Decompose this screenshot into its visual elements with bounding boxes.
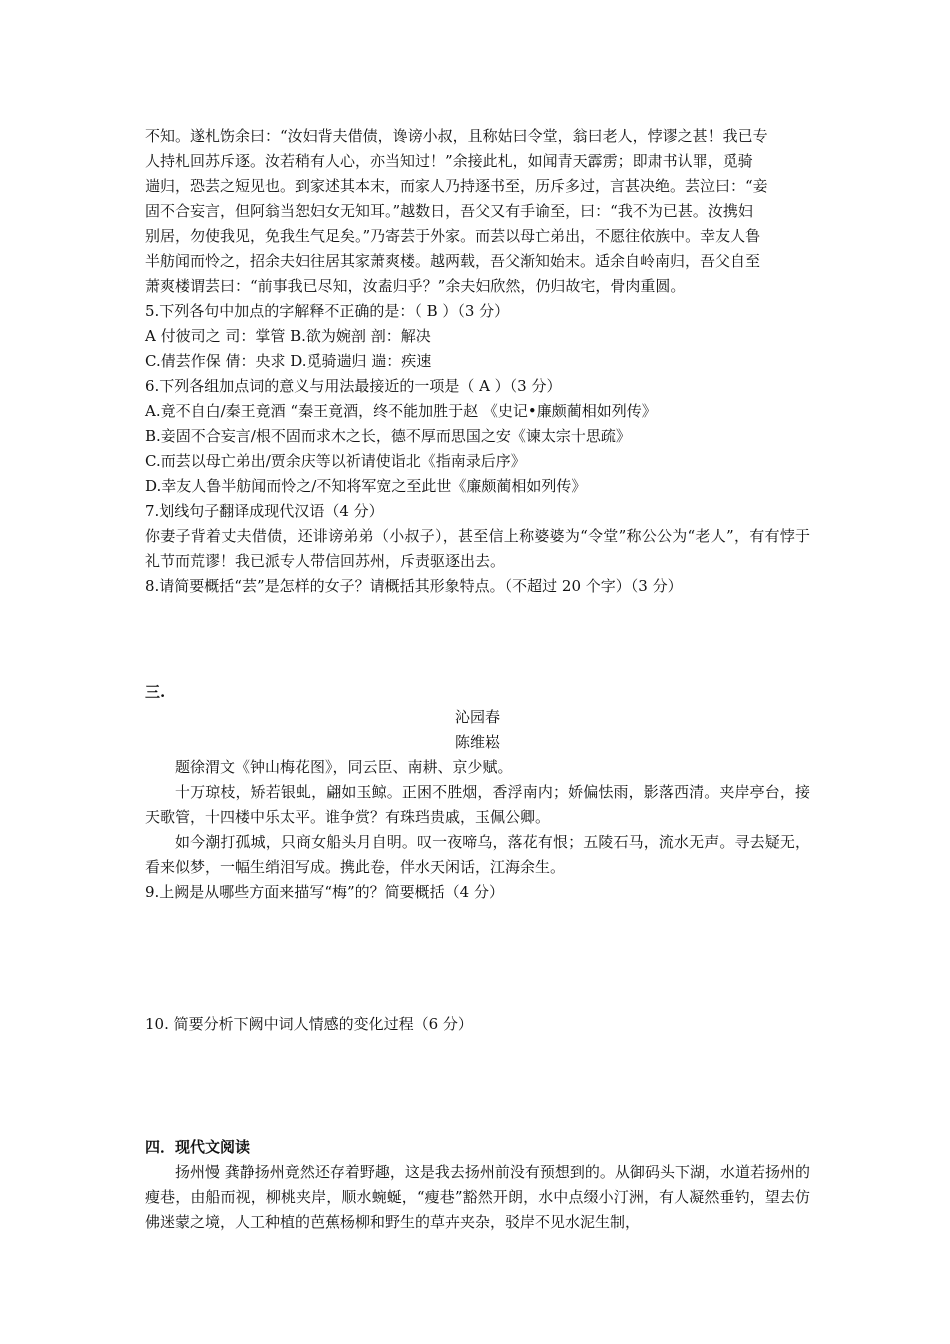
question-5 — [145, 299, 810, 374]
question-9: 9.上阙是从哪些方面来描写“梅”的？简要概括（4 分） — [145, 883, 504, 901]
passage-line: 半舫闻而怜之，招余夫妇往居其家萧爽楼。越两载，吾父渐知始末。适余自岭南归，吾父自至 — [145, 252, 761, 270]
answer-space — [145, 1037, 810, 1135]
question-stem: 8.请简要概括“芸”是怎样的女子？请概括其形象特点。（不超过 20 个字）（3 分） — [145, 577, 683, 595]
document-page — [145, 124, 810, 1235]
section-three — [145, 680, 810, 1135]
answer-space — [145, 599, 810, 680]
question-answer: 你妻子背着丈夫借债，还诽谤弟弟（小叔子），甚至信上称婆婆为“令堂”称公公为“老人”，有有悖于礼节而荒谬！我已派专人带信回苏州，斥责驱逐出去。 — [145, 527, 810, 570]
passage-line: 人持札回苏斥逐。汝若稍有人心，亦当知过！”余接此札，如闻青天霹雳；即肃书认罪，觅骑 — [145, 152, 753, 170]
section-heading: 四．现代文阅读 — [145, 1138, 251, 1156]
question-stem: 6.下列各组加点词的意义与用法最接近的一项是（ A ）（3 分） — [145, 377, 562, 395]
passage-line: 萧爽楼谓芸曰：“前事我已尽知，汝盍归乎？”余夫妇欣然，仍归故宅，骨肉重圆。 — [145, 277, 686, 295]
question-8 — [145, 574, 810, 599]
question-option: C.倩芸作保 倩：央求 D.觅骑遄归 遄：疾速 — [145, 352, 432, 370]
classical-passage — [145, 124, 810, 299]
answer-space — [145, 905, 810, 1012]
passage-line: 固不合妄言，但阿翁当恕妇女无知耳。”越数日，吾父又有手谕至，曰：“我不为已甚。汝携妇 — [145, 202, 753, 220]
question-option: A 付彼司之 司：掌管 B.欲为婉剖 剖：解决 — [145, 327, 431, 345]
section-heading: 三. — [145, 683, 166, 701]
question-option: B.妾固不合妄言/根不固而求木之长，德不厚而思国之安《谏太宗十思疏》 — [145, 427, 631, 445]
poem-author: 陈维崧 — [454, 733, 500, 751]
section-four — [145, 1135, 810, 1235]
question-option: D.幸友人鲁半舫闻而怜之/不知将军宽之至此世《廉颇蔺相如列传》 — [145, 477, 587, 495]
poem-stanza: 十万琼枝，矫若银虬，翩如玉鲸。正困不胜烟，香浮南内；娇偏怯雨，影落西清。夹岸亭台，接天歌管，十四楼中乐太平。谁争赏？有珠珰贵戚，玉佩公卿。 — [145, 783, 810, 826]
question-7 — [145, 499, 810, 574]
question-10: 10. 简要分析下阙中词人情感的变化过程（6 分） — [145, 1015, 473, 1033]
poem-preface: 题徐渭文《钟山梅花图》，同云臣、南耕、京少赋。 — [175, 758, 513, 776]
poem-stanza: 如今潮打孤城，只商女船头月自明。叹一夜啼乌，落花有恨；五陵石马，流水无声。寻去疑无，看来似梦，一幅生绡泪写成。携此卷，伴水天闲话，江海余生。 — [145, 833, 810, 876]
passage-line: 别居，勿使我见，免我生气足矣。”乃寄芸于外家。而芸以母亡弟出，不愿往依族中。幸友人鲁 — [145, 227, 761, 245]
question-option: C.而芸以母亡弟出/贾余庆等以祈请使诣北《指南录后序》 — [145, 452, 526, 470]
poem-title: 沁园春 — [454, 708, 500, 726]
passage-line: 遄归，恐芸之短见也。到家述其本末，而家人乃持逐书至，历斥多过，言甚决绝。芸泣曰：“妾 — [145, 177, 768, 195]
question-option: A.竟不自白/秦王竟酒 “秦王竟酒，终不能加胜于赵 《史记•廉颇蔺相如列传》 — [145, 402, 657, 420]
passage-line: 不知。遂札饬余曰：“汝妇背夫借债，谗谤小叔，且称姑曰令堂，翁曰老人，悖谬之甚！我已专 — [145, 127, 768, 145]
question-stem: 5.下列各句中加点的字解释不正确的是：（ B ）（3 分） — [145, 302, 510, 320]
modern-text: 扬州慢 龚静扬州竟然还存着野趣，这是我去扬州前没有预想到的。从御码头下湖，水道若扬州的瘦巷，由船而视，柳桃夹岸，顺水蜿蜒，“瘦巷”豁然开朗，水中点缀小汀洲，有人凝然垂钓，望去仿佛迷蒙之境，人工种植的芭蕉杨柳和野生的草卉夹杂，驳岸不见水泥生制， — [145, 1163, 810, 1231]
question-6 — [145, 374, 810, 499]
question-stem: 7.划线句子翻译成现代汉语（4 分） — [145, 502, 384, 520]
